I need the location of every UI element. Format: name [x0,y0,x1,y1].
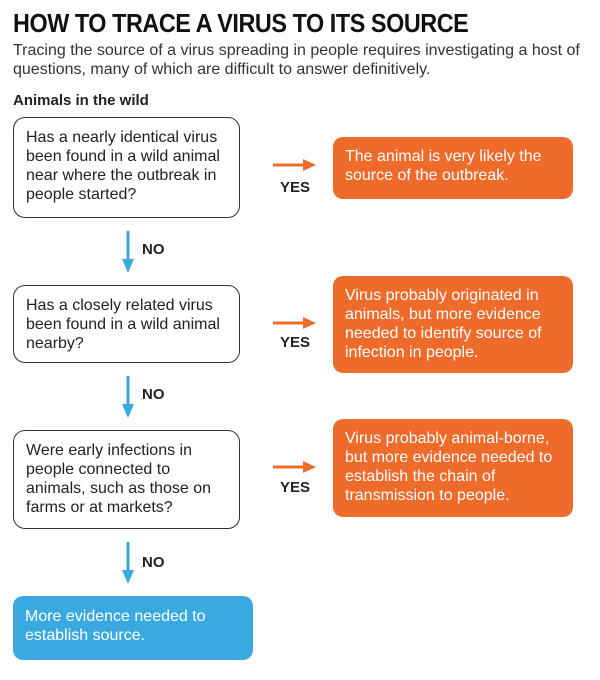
answer-box-3: Virus probably animal-borne, but more evidence needed to establish the chain of transmission to people. [333,419,573,517]
answer-box-2: Virus probably originated in animals, but more evidence needed to identify source of infection in people. [333,276,573,373]
no-arrow-3 [121,542,135,586]
question-box-3: Were early infections in people connected to animals, such as those on farms or at markets? [13,430,240,529]
section-label: Animals in the wild [13,92,149,109]
question-box-2: Has a closely related virus been found in a wild animal nearby? [13,285,240,363]
yes-label-3: YES [280,479,311,496]
subtitle: Tracing the source of a virus spreading in people requires investigating a host of questions, many of which are difficult to answer definitively. [13,42,580,78]
page-title: HOW TO TRACE A VIRUS TO ITS SOURCE [13,8,469,38]
no-arrow-2 [121,376,135,420]
no-label-2: NO [142,386,165,403]
yes-arrow-2 [273,316,317,330]
answer-box-1: The animal is very likely the source of the outbreak. [333,137,573,199]
yes-label-2: YES [280,334,311,351]
final-box: More evidence needed to establish source. [13,596,253,660]
yes-label-1: YES [280,179,311,196]
yes-arrow-1 [273,158,317,172]
no-label-1: NO [142,241,165,258]
question-box-1: Has a nearly identical virus been found in a wild animal near where the outbreak in people started? [13,117,240,218]
yes-arrow-3 [273,460,317,474]
no-label-3: NO [142,554,165,571]
no-arrow-1 [121,231,135,275]
